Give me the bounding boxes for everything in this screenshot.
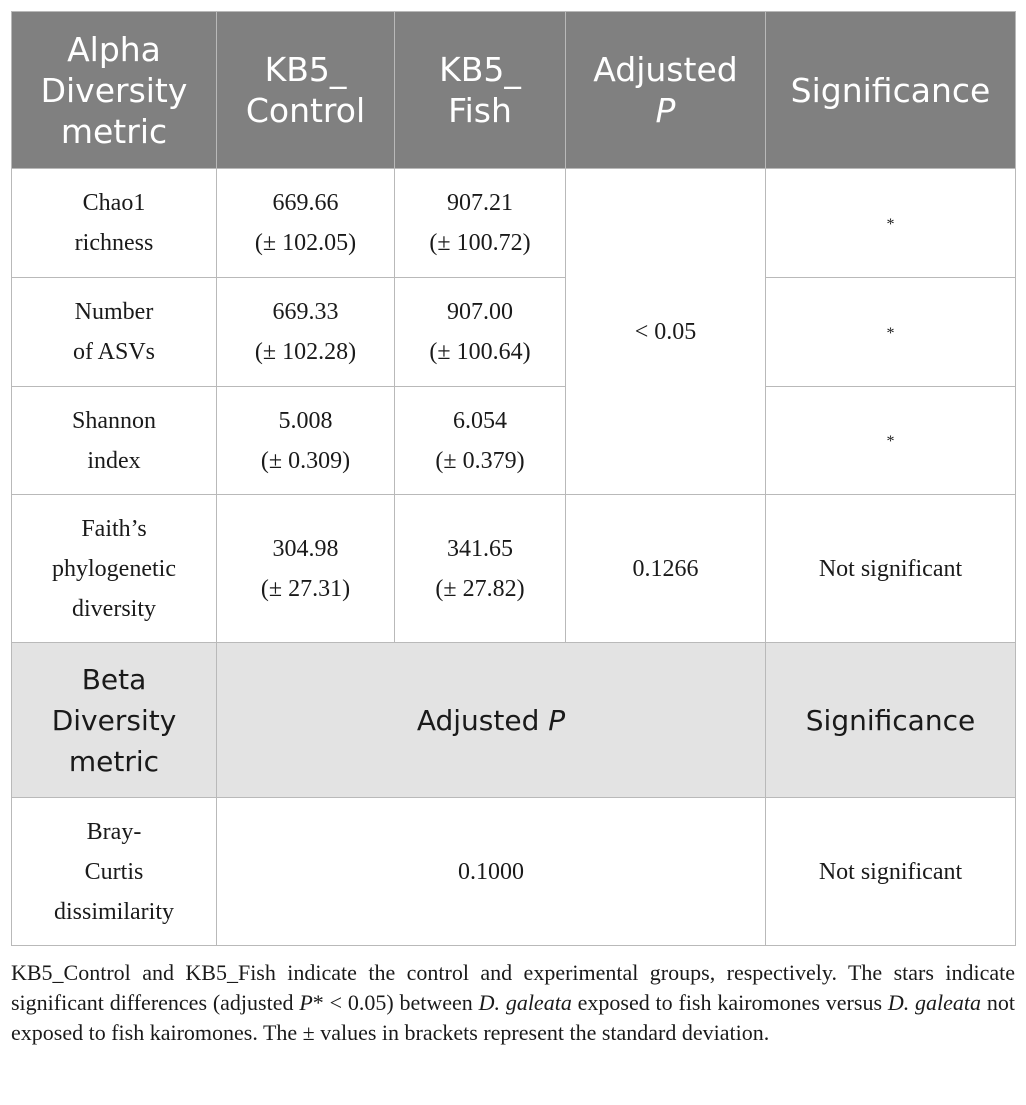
control-value: 5.008 (± 0.309) — [217, 387, 395, 495]
significance-value — [766, 278, 1016, 387]
table-row — [12, 387, 1016, 495]
alpha-metric-header: Alpha Diversity metric — [12, 12, 217, 169]
table-caption: KB5_Control and KB5_Fish indicate the control and experimental groups, respectively. The stars indicate significant differences (adjusted P* < 0.05) between D. galeata exposed to fish kairomones versus D. galeata not exposed to fish kairomones. The ± values in brackets represent the standard deviation. — [11, 960, 1015, 1045]
significance-value — [766, 169, 1016, 278]
beta-metric-header: Beta Diversity metric — [12, 643, 217, 798]
alpha-header-row — [12, 12, 1016, 169]
metric-cell: Number of ASVs — [12, 278, 217, 387]
table-row — [12, 278, 1016, 387]
fish-value: 907.00 (± 100.64) — [395, 278, 566, 387]
table-row — [12, 495, 1016, 643]
fish-value: 341.65 (± 27.82) — [395, 495, 566, 643]
adjusted-p-header: Adjusted P — [566, 12, 766, 169]
metric-cell: Bray- Curtis dissimilarity — [12, 798, 217, 946]
beta-header-row — [12, 643, 1016, 798]
significance-star-icon: * — [886, 324, 895, 342]
metric-cell: Faith’s phylogenetic diversity — [12, 495, 217, 643]
beta-adjusted-p-value: 0.1000 — [217, 798, 766, 946]
significance-star-icon: * — [886, 433, 895, 450]
beta-adjusted-p-header: Adjusted P — [217, 643, 766, 798]
significance-value — [766, 387, 1016, 495]
beta-significance-header: Significance — [766, 643, 1016, 798]
control-value: 669.33 (± 102.28) — [217, 278, 395, 387]
control-value: 669.66 (± 102.05) — [217, 169, 395, 278]
control-value: 304.98 (± 27.31) — [217, 495, 395, 643]
significance-value: Not significant — [766, 798, 1016, 946]
metric-cell: Shannon index — [12, 387, 217, 495]
adjusted-p-value: 0.1266 — [566, 495, 766, 643]
table-row — [12, 798, 1016, 946]
control-header: KB5_ Control — [217, 12, 395, 169]
fish-header: KB5_ Fish — [395, 12, 566, 169]
fish-value: 907.21 (± 100.72) — [395, 169, 566, 278]
diversity-table — [11, 11, 1016, 946]
fish-value: 6.054 (± 0.379) — [395, 387, 566, 495]
significance-value: Not significant — [766, 495, 1016, 643]
shared-adjusted-p: < 0.05 — [566, 169, 766, 495]
metric-cell: Chao1 richness — [12, 169, 217, 278]
table-row — [12, 169, 1016, 278]
significance-header: Significance — [766, 12, 1016, 169]
significance-star-icon: * — [886, 215, 895, 233]
